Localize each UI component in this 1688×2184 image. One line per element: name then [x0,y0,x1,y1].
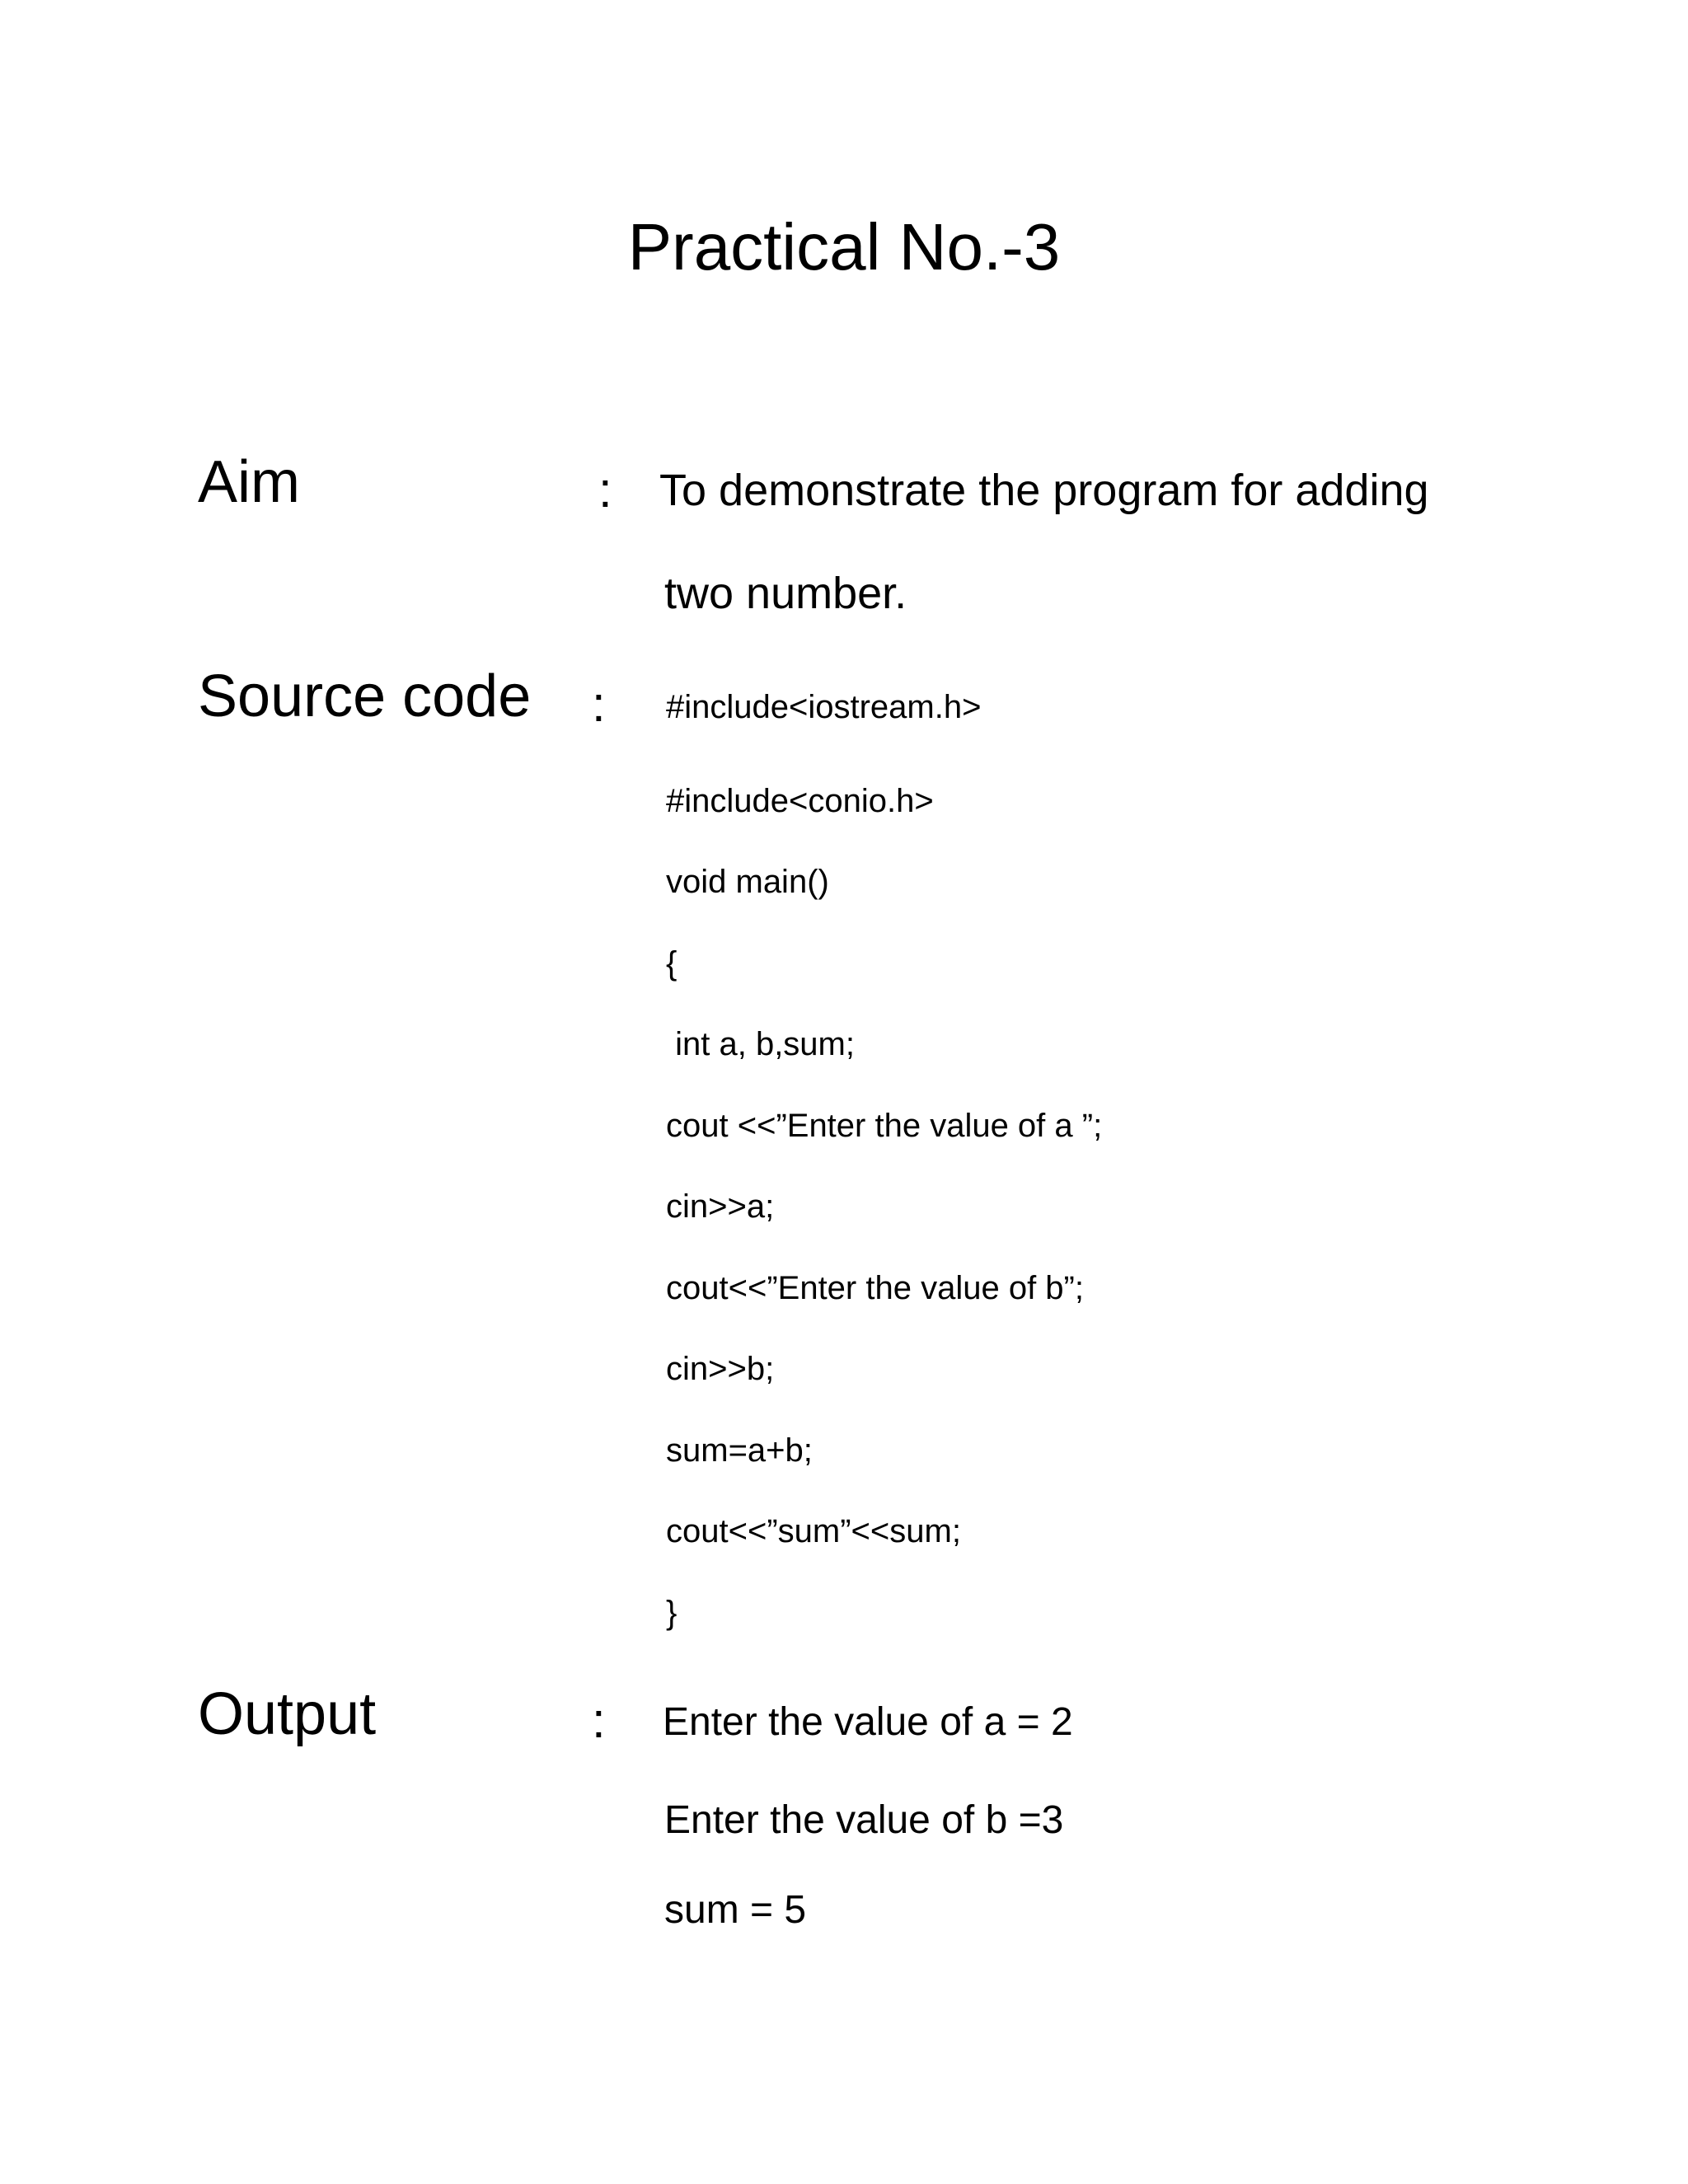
source-code-label: Source code [198,663,532,729]
aim-text-line-2: two number. [664,569,907,618]
code-line: cout<<”Enter the value of b”; [666,1270,1084,1306]
code-line: #include<conio.h> [666,783,934,819]
code-line: cin>>a; [666,1188,775,1225]
code-line: void main() [666,864,829,900]
output-label: Output [198,1681,377,1747]
aim-text-line-1: To demonstrate the program for adding [659,466,1429,515]
output-line: sum = 5 [664,1888,807,1932]
code-line: sum=a+b; [666,1432,813,1469]
output-line: Enter the value of a = 2 [663,1700,1073,1744]
source-code-colon: : [592,677,606,732]
page-title: Practical No.-3 [627,210,1061,284]
aim-colon: : [598,462,612,518]
code-line: cin>>b; [666,1351,775,1387]
aim-label: Aim [198,449,300,515]
code-line: #include<iostream.h> [666,689,982,725]
code-line: { [666,945,678,982]
output-line: Enter the value of b =3 [664,1798,1064,1842]
code-line: cout<<”sum”<<sum; [666,1513,961,1549]
code-line: } [666,1595,678,1631]
code-line: cout <<”Enter the value of a ”; [666,1108,1103,1144]
output-colon: : [592,1693,606,1748]
code-line: int a, b,sum; [666,1026,855,1062]
